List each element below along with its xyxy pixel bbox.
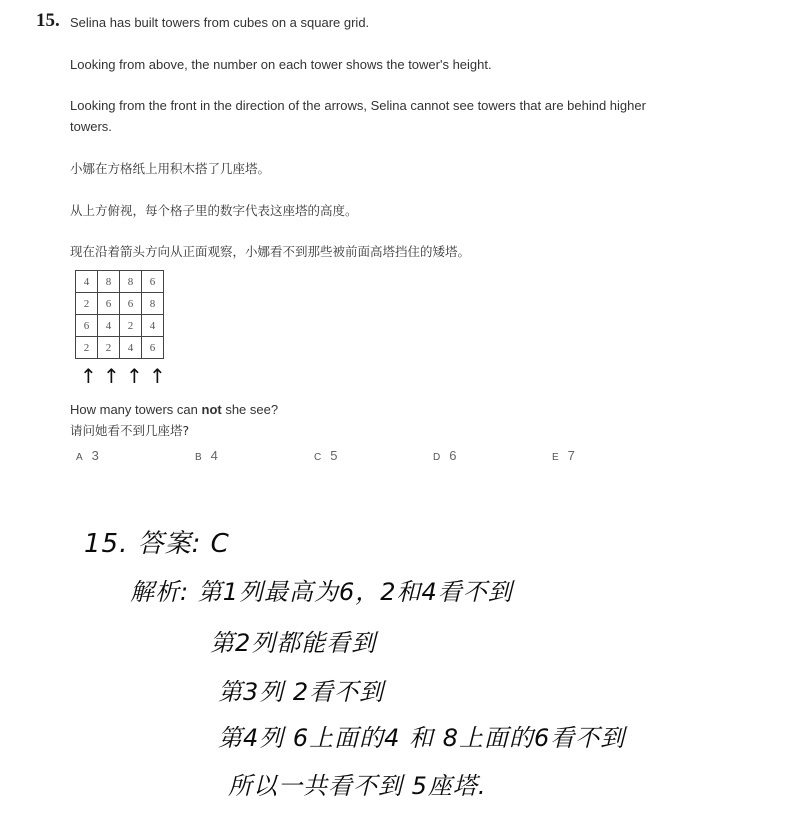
grid-cell: 6	[76, 315, 98, 337]
arrow-up-icon: ↑	[149, 364, 166, 388]
tower-grid	[75, 270, 164, 359]
handwritten-explanation-4: 第4列 6上面的4 和 8上面的6看不到	[218, 724, 626, 752]
view-direction-arrows	[75, 364, 167, 388]
arrow-up-icon: ↑	[80, 364, 97, 388]
question-text-cn-3: 现在沿着箭头方向从正面观察，小娜看不到那些被前面高塔挡住的矮塔。	[70, 244, 471, 259]
grid-row	[76, 337, 164, 359]
question-text-cn-1: 小娜在方格纸上用积木搭了几座塔。	[70, 161, 271, 176]
handwritten-explanation-3: 第3列 2看不到	[218, 678, 385, 706]
grid-cell: 6	[142, 271, 164, 293]
option-c[interactable]: C 5	[314, 448, 338, 463]
grid-cell: 4	[142, 315, 164, 337]
question-ask-en: How many towers can not she see?	[70, 402, 279, 417]
question-text-2: Looking from above, the number on each tower shows the tower's height.	[70, 57, 492, 72]
handwritten-answer: 15. 答案: C	[84, 529, 230, 559]
question-text-cn-2: 从上方俯视，每个格子里的数字代表这座塔的高度。	[70, 203, 358, 218]
grid-cell: 4	[98, 315, 120, 337]
question-text-1: Selina has built towers from cubes on a square grid.	[70, 15, 370, 30]
grid-row	[76, 315, 164, 337]
option-e[interactable]: E 7	[552, 448, 575, 463]
handwritten-explanation-2: 第2列都能看到	[210, 629, 377, 657]
grid-cell: 6	[142, 337, 164, 359]
option-d[interactable]: D 6	[433, 448, 457, 463]
arrow-up-icon: ↑	[126, 364, 143, 388]
handwritten-explanation-1: 解析: 第1列最高为6，2和4看不到	[130, 578, 513, 606]
grid-cell: 2	[76, 293, 98, 315]
grid-cell: 6	[120, 293, 142, 315]
question-text-3: Looking from the front in the direction of the arrows, Selina cannot see towers that are behind higher towers.	[70, 98, 646, 134]
arrow-up-icon: ↑	[103, 364, 120, 388]
grid-cell: 2	[98, 337, 120, 359]
grid-cell: 2	[76, 337, 98, 359]
grid-cell: 8	[142, 293, 164, 315]
question-number: 15.	[36, 10, 60, 31]
grid-cell: 2	[120, 315, 142, 337]
grid-cell: 6	[98, 293, 120, 315]
grid-row	[76, 271, 164, 293]
grid-cell: 8	[120, 271, 142, 293]
handwritten-conclusion: 所以一共看不到 5座塔.	[228, 772, 487, 800]
grid-cell: 4	[120, 337, 142, 359]
option-b[interactable]: B 4	[195, 448, 218, 463]
grid-row	[76, 293, 164, 315]
grid-cell: 8	[98, 271, 120, 293]
question-ask-cn: 请问她看不到几座塔?	[70, 423, 190, 438]
option-a[interactable]: A 3	[76, 448, 99, 463]
grid-cell: 4	[76, 271, 98, 293]
